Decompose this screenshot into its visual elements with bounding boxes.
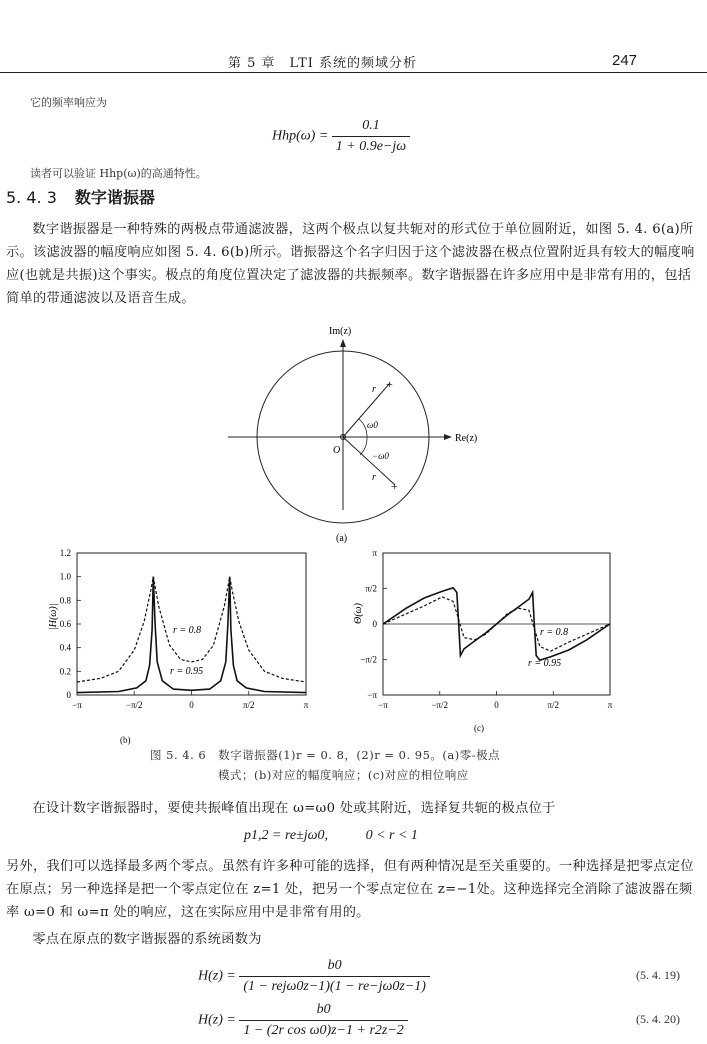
- eq20-num: b0: [316, 1002, 331, 1017]
- angle-arc-upper: [359, 419, 367, 437]
- imag-axis-arrow: [340, 339, 346, 347]
- radius-label-lower: r: [372, 472, 376, 483]
- phase-xtick-label: −π: [378, 700, 388, 710]
- pole-radius-lower: [343, 437, 395, 485]
- phase-label-r095: r = 0.95: [528, 658, 562, 669]
- running-header: 第 5 章 LTI 系统的频域分析: [228, 56, 418, 71]
- mag-xtick-label: −π/2: [125, 700, 143, 710]
- subfig-c-label: (c): [474, 723, 484, 733]
- mag-xtick-label: 0: [189, 700, 194, 710]
- real-axis-label: Re(z): [455, 433, 478, 444]
- pole-eq-lhs: p1,2 = re±jω0,: [244, 828, 329, 843]
- intro-eq-num: 0.1: [362, 118, 380, 133]
- mag-ytick-label: 0.4: [59, 642, 71, 653]
- omega0-label: ω0: [367, 420, 378, 430]
- pole-upper: +: [386, 377, 393, 391]
- eq19-fraction: [239, 958, 430, 995]
- phase-x-ticks: [378, 691, 613, 710]
- magnitude-plot: [48, 548, 309, 745]
- figure-5-4-6: [0, 318, 707, 793]
- mag-label-r08: r = 0.8: [173, 625, 202, 636]
- phase-xtick-label: 0: [494, 700, 499, 710]
- paragraph-4: 零点在原点的数字谐振器的系统函数为: [32, 932, 262, 947]
- pole-zero-plot: [228, 326, 477, 544]
- intro-equation: [272, 118, 410, 155]
- paragraph-3: 另外，我们可以选择最多两个零点。虽然有许多种可能的选择，但有两种情况是至关重要的。一种选择是把零点定位在原点；另一种选择是把一个零点定位在 z=1 处，把另一个零点定位在 z=−1处。这种选择完全消除了滤波器在频率 ω=0 和 ω=π 处的响应，这在实际应用中是非常有用的。: [6, 859, 694, 920]
- figure-caption-line2: 模式；(b)对应的幅度响应；(c)对应的相位响应: [218, 768, 469, 782]
- eq19-den: (1 − rejω0z−1)(1 − re−jω0z−1): [239, 976, 430, 995]
- pole-equation: [244, 828, 418, 844]
- equation-5-4-19: [198, 958, 430, 995]
- mag-ytick-label: 0.8: [59, 595, 71, 606]
- eq19-lhs: H(z) =: [198, 968, 236, 984]
- section-title: 数字谐振器: [74, 188, 155, 207]
- mag-xtick-label: −π: [72, 700, 82, 710]
- phase-ytick-label: −π: [367, 690, 377, 700]
- angle-arc-lower: [360, 437, 367, 455]
- section-number: 5. 4. 3: [6, 188, 57, 207]
- paragraph-1: 数字谐振器是一种特殊的两极点带通滤波器，这两个极点以复共轭对的形式位于单位圆附近，如图 5. 4. 6(a)所示。该滤波器的幅度响应如图 5. 4. 6(b)所示。谐振器这个名字归因于这个滤波器在极点位置附近具有较大的幅度响应(也就是共振)这个事实。极点的角度位置决定了滤波器的共振频率。数字谐振器在许多应用中是非常有用的，包括简单的带通滤波以及语音生成。: [6, 222, 695, 306]
- origin-label: O: [333, 445, 341, 456]
- phase-xtick-label: π/2: [547, 700, 560, 710]
- mag-ytick-label: 0: [66, 690, 71, 700]
- phase-plot: [353, 548, 613, 733]
- phase-ytick-label: 0: [372, 619, 377, 629]
- mag-x-ticks: [72, 691, 309, 710]
- mag-y-label: |H(ω)|: [48, 603, 59, 630]
- phase-y-label: Θ(ω): [353, 603, 364, 624]
- intro-text: 它的频率响应为: [30, 96, 107, 109]
- intro-eq-den: 1 + 0.9e−jω: [332, 136, 410, 155]
- mag-label-r095: r = 0.95: [170, 666, 204, 677]
- mag-xtick-label: π/2: [242, 700, 255, 710]
- eq19-num: b0: [327, 958, 342, 973]
- phase-ytick-label: π: [372, 548, 377, 558]
- intro-eq-fraction: [332, 118, 410, 155]
- header-rule: [0, 72, 707, 73]
- page-number: 247: [612, 52, 638, 69]
- section-heading: [6, 185, 155, 208]
- mag-ytick-label: 1.2: [59, 548, 71, 558]
- neg-omega0-label: −ω0: [372, 451, 389, 461]
- pole-lower: +: [391, 479, 398, 493]
- eq20-fraction: [239, 1002, 407, 1039]
- mag-xtick-label: π: [303, 700, 309, 710]
- radius-label-upper: r: [372, 384, 376, 395]
- phase-ytick-label: π/2: [365, 583, 377, 594]
- eq20-number: (5. 4. 20): [636, 1012, 680, 1026]
- phase-label-r08: r = 0.8: [540, 627, 569, 638]
- eq20-lhs: H(z) =: [198, 1012, 236, 1028]
- phase-xtick-label: π: [607, 700, 613, 710]
- imag-axis-label: Im(z): [329, 326, 352, 337]
- mag-ytick-label: 0.2: [59, 666, 71, 677]
- mag-ytick-label: 0.6: [59, 619, 71, 629]
- subfig-b-label: (b): [120, 735, 131, 745]
- mag-y-ticks: [60, 548, 81, 700]
- intro-eq-lhs: Hhp(ω) =: [272, 128, 329, 144]
- phase-xtick-label: −π/2: [431, 700, 449, 710]
- intro-verify: 读者可以验证 Hhp(ω)的高通特性。: [30, 167, 207, 180]
- real-axis-arrow: [444, 434, 452, 440]
- equation-5-4-20: [198, 1002, 408, 1039]
- paragraph-2: 在设计数字谐振器时，要使共振峰值出现在 ω=ω0 处或其附近，选择复共轭的极点位于: [32, 801, 556, 816]
- subfig-a-label: (a): [336, 533, 348, 544]
- figure-caption-line1: 图 5. 4. 6 数字谐振器(1)r = 0. 8，(2)r = 0. 95。(a)零-极点: [150, 748, 501, 762]
- phase-ytick-label: −π/2: [360, 654, 377, 665]
- eq19-number: (5. 4. 19): [636, 968, 680, 982]
- pole-eq-condition: 0 < r < 1: [365, 828, 418, 843]
- eq20-den: 1 − (2r cos ω0)z−1 + r2z−2: [239, 1020, 407, 1039]
- mag-ytick-label: 1.0: [59, 571, 71, 582]
